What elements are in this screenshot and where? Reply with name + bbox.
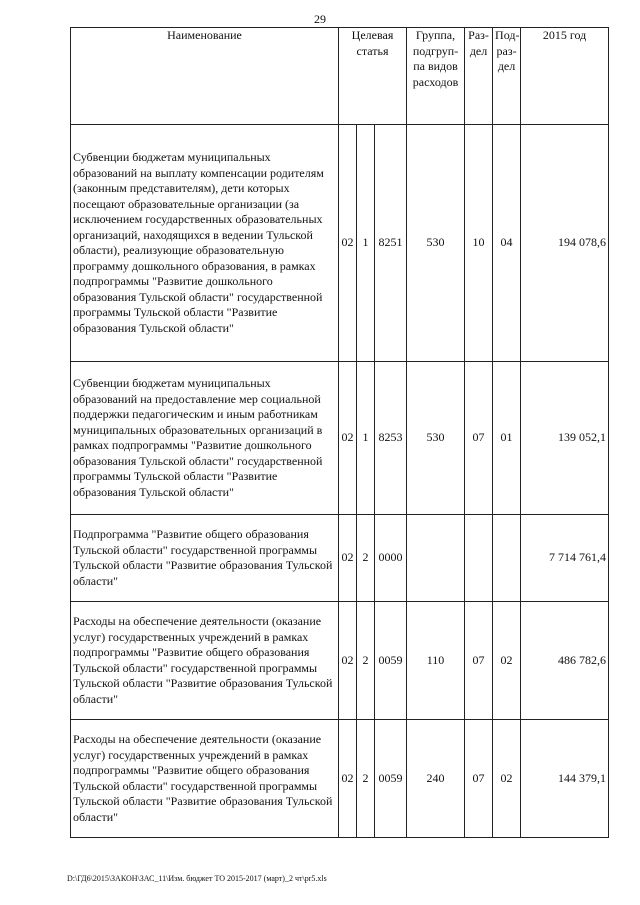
row-name: Субвенции бюджетам муниципальных образований на предоставление мер социальной поддержки педагогическим и иным работникам муниципальных образовательных организаций в рамках подпрограммы "Развитие дошкольного образования Тульской области" государственной программы Тульской области "Развитие образования Тульской области" xyxy=(71,362,339,515)
row-section xyxy=(465,515,493,602)
table-row xyxy=(71,125,609,362)
row-section: 07 xyxy=(465,602,493,720)
row-name: Расходы на обеспечение деятельности (оказание услуг) государственных учреждений в рамках подпрограммы "Развитие общего образования Тульской области" государственной программы Тульской области "Развитие образования Тульской области" xyxy=(71,720,339,838)
row-subsection: 04 xyxy=(493,125,521,362)
row-amount: 139 052,1 xyxy=(521,362,609,515)
row-code-subprogram: 1 xyxy=(357,125,375,362)
table-row xyxy=(71,720,609,838)
row-code-program: 02 xyxy=(339,515,357,602)
row-code-subprogram: 1 xyxy=(357,362,375,515)
header-year: 2015 год xyxy=(521,28,609,125)
row-code-direction: 0059 xyxy=(375,720,407,838)
header-name: Наименование xyxy=(71,28,339,125)
row-code-program: 02 xyxy=(339,362,357,515)
row-group: 110 xyxy=(407,602,465,720)
row-amount: 486 782,6 xyxy=(521,602,609,720)
header-group: Группа, подгруп- па видов расходов xyxy=(407,28,465,125)
header-section: Раз- дел xyxy=(465,28,493,125)
row-section: 07 xyxy=(465,362,493,515)
row-code-subprogram: 2 xyxy=(357,602,375,720)
row-code-program: 02 xyxy=(339,720,357,838)
table-row xyxy=(71,362,609,515)
table-row xyxy=(71,515,609,602)
row-code-direction: 0059 xyxy=(375,602,407,720)
row-code-program: 02 xyxy=(339,602,357,720)
page-number: 29 xyxy=(314,12,326,26)
table-row xyxy=(71,602,609,720)
header-target: Целевая статья xyxy=(339,28,407,125)
row-group: 530 xyxy=(407,125,465,362)
row-amount: 144 379,1 xyxy=(521,720,609,838)
row-section: 10 xyxy=(465,125,493,362)
row-name: Подпрограмма "Развитие общего образования Тульской области" государственной программы Тульской области "Развитие образования Тульской области" xyxy=(71,515,339,602)
row-code-subprogram: 2 xyxy=(357,720,375,838)
row-code-program: 02 xyxy=(339,125,357,362)
row-name: Расходы на обеспечение деятельности (оказание услуг) государственных учреждений в рамках подпрограммы "Развитие общего образования Тульской области" государственной программы Тульской области "Развитие образования Тульской области" xyxy=(71,602,339,720)
row-subsection: 02 xyxy=(493,720,521,838)
row-code-direction: 8253 xyxy=(375,362,407,515)
row-subsection: 01 xyxy=(493,362,521,515)
row-code-direction: 0000 xyxy=(375,515,407,602)
row-code-subprogram: 2 xyxy=(357,515,375,602)
row-code-direction: 8251 xyxy=(375,125,407,362)
row-subsection xyxy=(493,515,521,602)
row-name: Субвенции бюджетам муниципальных образований на выплату компенсации родителям (законным представителям), дети которых посещают образовательные организации (за исключением государственных образовательных организаций, находящихся в ведении Тульской области), реализующие образовательную программу дошкольного образования, в рамках подпрограммы "Развитие дошкольного образования Тульской области" государственной программы Тульской области "Развитие образования Тульской области" xyxy=(71,125,339,362)
row-group: 240 xyxy=(407,720,465,838)
table-header-row xyxy=(71,28,609,125)
row-subsection: 02 xyxy=(493,602,521,720)
row-amount: 194 078,6 xyxy=(521,125,609,362)
row-amount: 7 714 761,4 xyxy=(521,515,609,602)
header-subsection: Под- раз- дел xyxy=(493,28,521,125)
row-group: 530 xyxy=(407,362,465,515)
budget-table xyxy=(70,27,609,838)
row-group xyxy=(407,515,465,602)
file-path-footer: D:\ГД6\2015\ЗАКОН\ЗАС_11\Изм. бюджет ТО 2015-2017 (март)_2 чт\pr5.xls xyxy=(67,874,327,883)
row-section: 07 xyxy=(465,720,493,838)
